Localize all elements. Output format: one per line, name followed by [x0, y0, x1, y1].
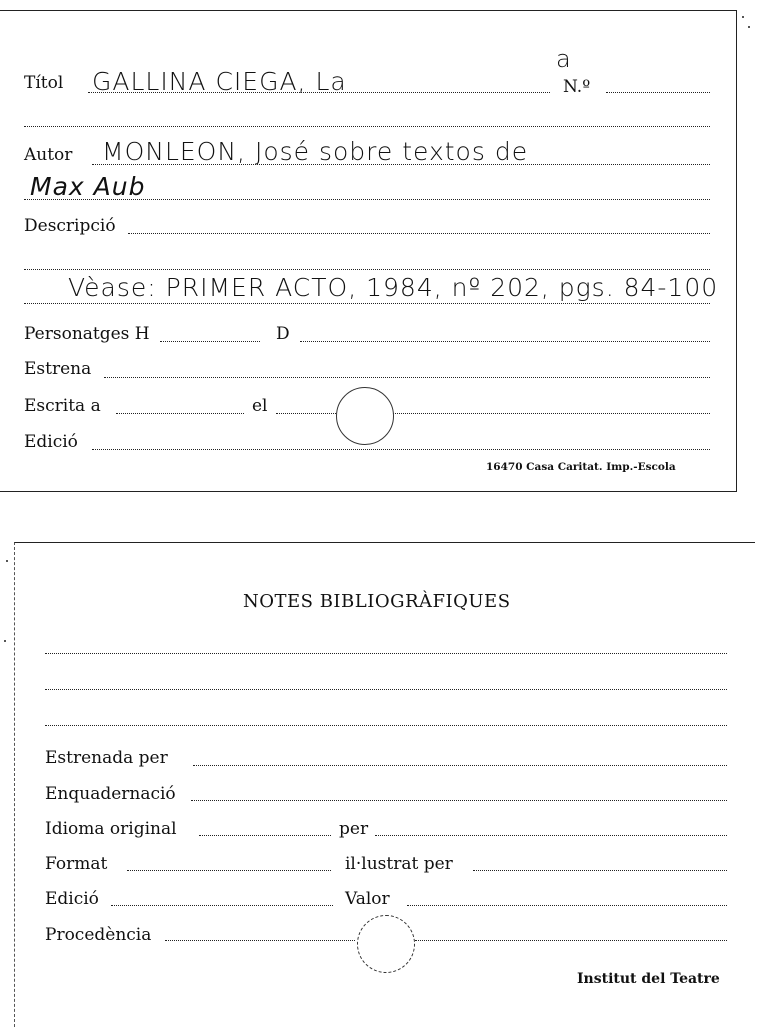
enquadernacio-line: [191, 800, 727, 801]
personatges-d-label: D: [276, 324, 290, 344]
idioma-label: Idioma original: [45, 819, 177, 839]
descripcio-label: Descripció: [24, 216, 116, 236]
printer-imprint: 16470 Casa Caritat. Imp.-Escola: [486, 461, 676, 473]
descripcio-line: [128, 233, 710, 234]
enquadernacio-label: Enquadernació: [45, 784, 176, 804]
procedencia-line: [165, 940, 355, 941]
estrenada-label: Estrenada per: [45, 748, 168, 768]
scan-speck: [4, 640, 6, 642]
number-label: N.º: [563, 77, 591, 97]
valor-label: Valor: [345, 889, 390, 909]
notes-line-1: [45, 653, 727, 654]
escrita-line: [116, 413, 244, 414]
catalog-card-back: [14, 542, 755, 1027]
escrita-label: Escrita a: [24, 396, 101, 416]
personatges-label: Personatges H: [24, 324, 150, 344]
autor-handwritten-value-2: Max Aub: [30, 172, 146, 201]
institution-name: Institut del Teatre: [577, 971, 720, 987]
scan-speck: [748, 26, 750, 28]
personatges-d-line: [300, 341, 710, 342]
format-line: [127, 870, 331, 871]
valor-line: [407, 905, 727, 906]
edicio-label: Edició: [24, 432, 78, 452]
number-superscript: a: [556, 45, 572, 73]
blank-line-3: [24, 303, 710, 304]
notes-line-3: [45, 725, 727, 726]
estrena-label: Estrena: [24, 359, 92, 379]
estrena-line: [104, 377, 710, 378]
autor-handwritten-value: MONLEON, José sobre textos de: [102, 137, 529, 166]
catalog-card-front: [0, 10, 737, 492]
format-label: Format: [45, 854, 108, 874]
blank-line-2: [24, 269, 710, 270]
punch-hole-front: [336, 387, 394, 445]
descripcio-handwritten-value: Vèase: PRIMER ACTO, 1984, nº 202, pgs. 84-100: [68, 273, 719, 302]
titol-label: Títol: [24, 73, 64, 93]
scan-speck: [742, 16, 744, 18]
el-label: el: [252, 396, 268, 416]
illustrat-line: [473, 870, 727, 871]
scan-speck: [6, 560, 8, 562]
estrenada-line: [193, 765, 727, 766]
autor-label: Autor: [24, 145, 73, 165]
number-line: [606, 92, 710, 93]
idioma-line: [199, 835, 331, 836]
edicio-line: [92, 449, 710, 450]
procedencia-line-2: [415, 940, 727, 941]
notes-line-2: [45, 689, 727, 690]
edicio-back-label: Edició: [45, 889, 99, 909]
personatges-h-line: [160, 341, 260, 342]
blank-line-1: [24, 126, 710, 127]
procedencia-label: Procedència: [45, 925, 152, 945]
edicio-back-line: [111, 905, 333, 906]
punch-hole-back: [357, 915, 415, 973]
notes-title: NOTES BIBLIOGRÀFIQUES: [243, 591, 511, 612]
illustrat-label: il·lustrat per: [345, 854, 453, 874]
titol-handwritten-value: GALLINA CIEGA, La: [92, 67, 347, 96]
per-label: per: [339, 819, 369, 839]
per-line: [375, 835, 727, 836]
